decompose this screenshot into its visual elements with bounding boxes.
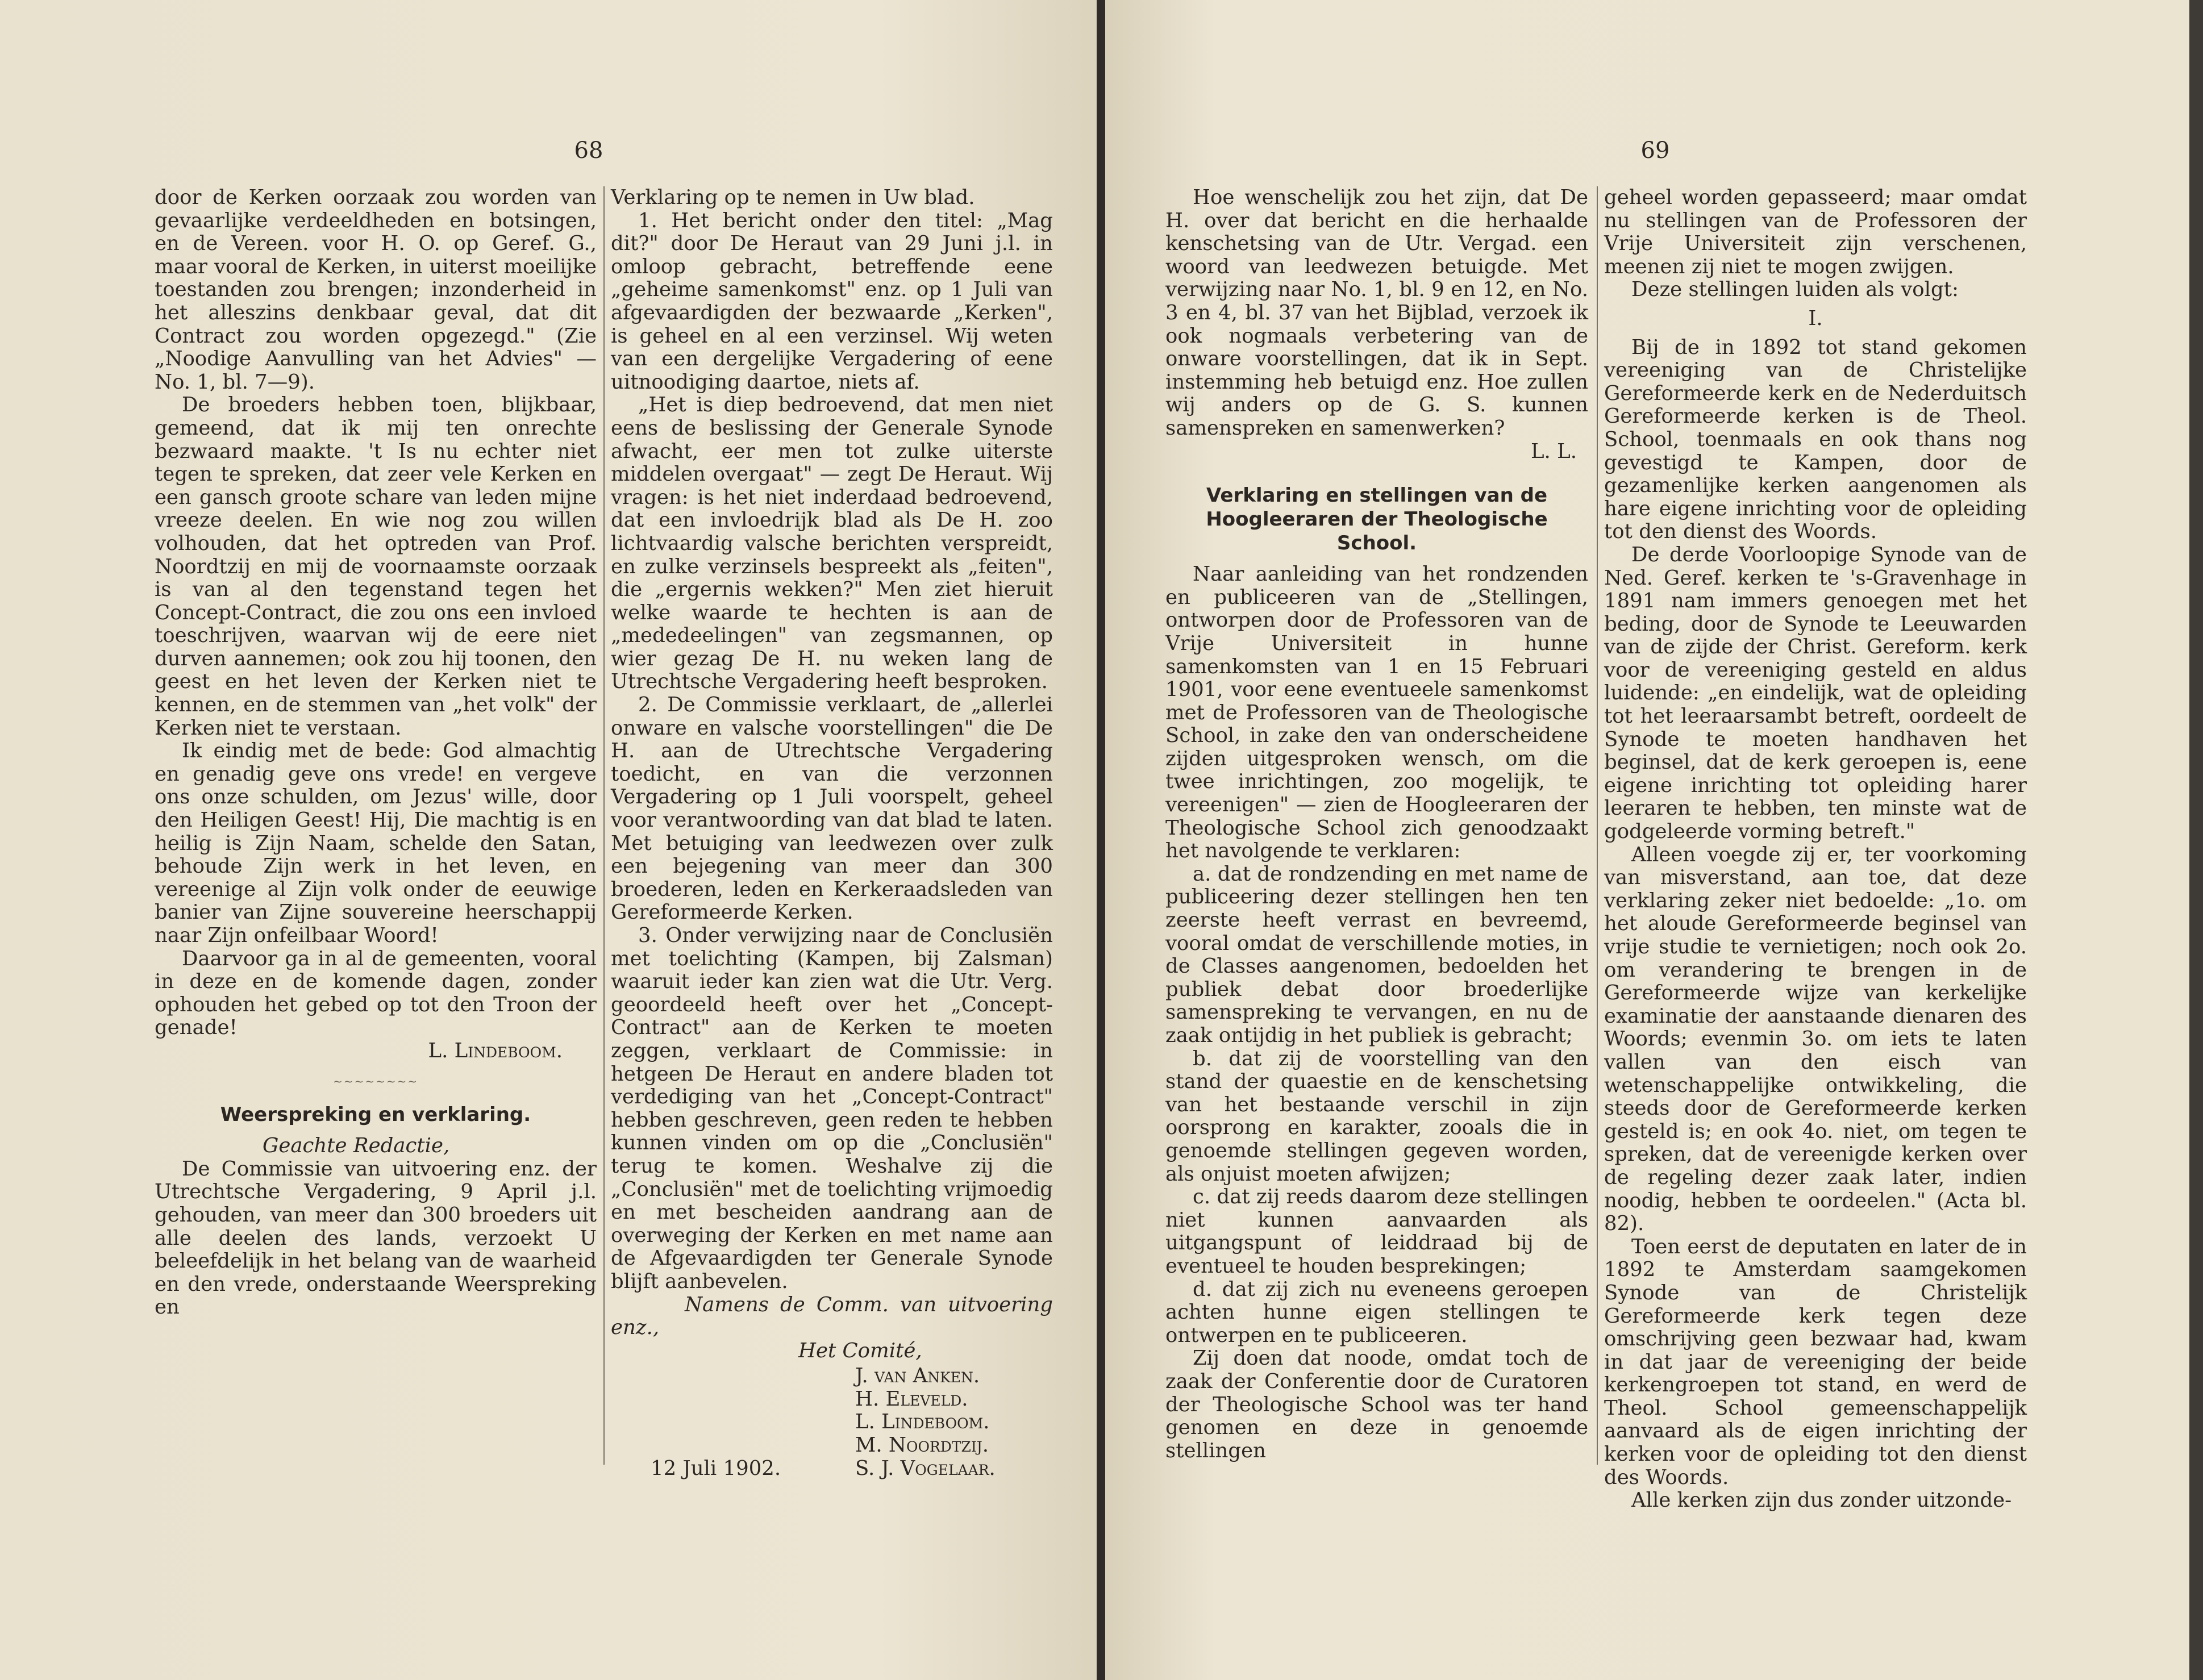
signer: M. Noordtzij. bbox=[855, 1433, 989, 1457]
section-heading: Hoogleeraren der Theologische School. bbox=[1206, 508, 1548, 555]
paragraph: Alle kerken zijn dus zonder uitzonde- bbox=[1631, 1489, 2012, 1512]
right-column-2 bbox=[1604, 186, 2027, 1512]
paragraph: 3. Onder verwijzing naar de Conclusiën met toelichting (Kampen, bij Zalsman) waaruit ieder kan zien wat die Utr. Verg. geoordeeld heeft over het „Concept-Contract" aan de Kerken te moeten zeggen, verklaart de Commissie: in hetgeen De Heraut en andere bladen tot verdediging van het „Concept-Contract" hebben geschreven, geen reden te hebben kunnen vinden om op die „Conclusiën" terug te komen. Weshalve zij die „Conclusiën" met de toelichting vrijmoedig en met bescheiden aandrang aan de overweging der Kerken en met name aan de Afgevaardigden ter Generale Synode blijft aanbevelen. bbox=[611, 924, 1053, 1293]
paragraph: Bij de in 1892 tot stand gekomen vereeniging van de Christelijke Gereformeerde kerk en de Nederduitsch Gereformeerde kerken is de Theol. School, toenmaals en ook thans nog gevestigd te Kampen, door de gezamenlijke kerken aangenomen als hare eigene inrichting voor de opleiding tot den dienst des Woords. bbox=[1604, 335, 2027, 544]
page-number: 68 bbox=[574, 137, 603, 164]
paragraph: Deze stellingen luiden als volgt: bbox=[1631, 278, 1959, 302]
signers-block bbox=[611, 1365, 1053, 1480]
date: 12 Juli 1902. bbox=[651, 1456, 781, 1480]
paragraph: c. dat zij reeds daarom deze stellingen niet kunnen aanvaarden als uitgangspunt of leiddraad bij de eventueel te houden besprekingen; bbox=[1165, 1185, 1588, 1278]
page-number: 69 bbox=[1640, 137, 1670, 164]
paragraph: 1. Het bericht onder den titel: „Mag dit?" door De Heraut van 29 Juni j.l. in omloop gebracht, betreffende eene „geheime samenkomst" enz. op 1 Juli van afgevaardigden der bezwaarde „Kerken", is geheel en al een verzinsel. Wij weten van een dergelijke Vergadering of eene uitnoodiging daartoe, niets af. bbox=[611, 209, 1053, 394]
signature: L. L. bbox=[1530, 439, 1577, 463]
column-rule bbox=[603, 186, 605, 1465]
paragraph: De derde Voorloopige Synode van de Ned. Geref. kerken te 's-Gravenhage in 1891 nam immers genoegen met het beding, door de Synode te Leeuwarden van de zijde der Christ. Gereform. kerk voor de vereeniging gesteld en aldus luidende: „en eindelijk, wat de opleiding tot het leeraarsambt betreft, oordeelt de Synode te moeten handhaven het beginsel, dat de kerk geroepen is, eene eigene inrichting tot opleiding harer leeraren te hebben, ten minste wat de godgeleerde vorming betreft." bbox=[1604, 543, 2027, 844]
paragraph: Naar aanleiding van het rondzenden en publiceeren van de „Stellingen, ontworpen door de Professoren van de Vrije Universiteit in hunne samenkomsten van 1 en 15 Februari 1901, voor eene eventueele samenkomst met de Professoren van de Theologische School, in zake den van onderscheidene zijden uitgesproken wensch, om die twee inrichtingen, zoo mogelijk, te vereenigen" — zien de Hoogleeraren der Theologische School zich genoodzaakt het navolgende te verklaren: bbox=[1165, 562, 1588, 863]
paragraph: Toen eerst de deputaten en later de in 1892 te Amsterdam saamgekomen Synode van de Christelijk Gereformeerde kerk tegen deze omschrijving geen bezwaar had, kwam in dat jaar de vereeniging der beide kerkengroepen tot stand, en werd de Theol. School gemeenschappelijk aanvaard als de eigen inrichting der kerken voor de opleiding tot den dienst des Woords. bbox=[1604, 1235, 2027, 1489]
paragraph: Ik eindig met de bede: God almachtig en genadig geve ons vrede! en vergeve ons onze schulden, om Jezus' wille, door den Heiligen Geest! Hij, Die machtig is en heilig is Zijn Naam, schelde den Satan, behoude Zijn werk in het leven, en vereenige al Zijn volk onder de eeuwige banier van Zijne souvereine heerschappij naar Zijn onfeilbaar Woord! bbox=[155, 739, 597, 947]
paragraph: b. dat zij de voorstelling van den stand der quaestie en de kenschetsing van het bestaande verschil in zijn oorsprong en karakter, zooals die in genoemde stellingen gegeven worden, als onjuist moeten afwijzen; bbox=[1165, 1047, 1588, 1186]
paragraph: Zij doen dat noode, omdat toch de zaak der Conferentie door de Curatoren der Theologische School was ter hand genomen en deze in genoemde stellingen bbox=[1165, 1346, 1588, 1462]
left-column-1 bbox=[155, 186, 597, 1319]
signature: L. Lindeboom. bbox=[428, 1039, 563, 1062]
paragraph: Verklaring op te nemen in Uw blad. bbox=[611, 186, 975, 209]
signer: S. J. Vogelaar. bbox=[855, 1456, 996, 1480]
paragraph: geheel worden gepasseerd; maar omdat nu stellingen van de Professoren der Vrije Universiteit zijn verschenen, meenen zij niet te mogen zwijgen. bbox=[1604, 186, 2027, 278]
paragraph: a. dat de rondzending en met name de publiceering dezer stellingen hen ten zeerste heeft verrast en bevreemd, vooral omdat de verschillende moties, in de Classes aangenomen, bedoelden het publiek debat door broederlijke samenspreking te vervangen, en nu de zaak ontijdig in het publiek is gebracht; bbox=[1165, 862, 1588, 1047]
paragraph: 2. De Commissie verklaart, de „allerlei onware en valsche voorstellingen" die De H. aan de Utrechtsche Vergadering toedicht, en van die verzonnen Vergadering op 1 Juli voorspelt, geheel voor verantwoording van dat blad te laten. Met betuiging van leedwezen over zulk een bejegening van meer dan 300 broederen, leden en Kerkeraadsleden van Gereformeerde Kerken. bbox=[611, 693, 1053, 924]
paragraph: De Commissie van uitvoering enz. der Utrechtsche Vergadering, 9 April j.l. gehouden, van meer dan 300 broeders uit alle deelen des lands, verzoekt U beleefdelijk in het belang van de waarheid en den vrede, onderstaande Weerspreking en bbox=[155, 1157, 597, 1319]
column-rule bbox=[1597, 186, 1598, 1465]
closing-line: Het Comité, bbox=[798, 1339, 922, 1362]
paragraph: Daarvoor ga in al de gemeenten, vooral in deze en de komende dagen, zonder ophouden het gebed op tot den Troon der genade! bbox=[155, 947, 597, 1040]
closing-line: Namens de Comm. van uitvoering enz., bbox=[611, 1293, 1053, 1340]
ornament-divider: ~~~~~~~~ bbox=[332, 1074, 419, 1088]
paragraph: d. dat zij zich nu eveneens geroepen achten hunne eigen stellingen te ontwerpen en te publiceeren. bbox=[1165, 1277, 1588, 1347]
paragraph: De broeders hebben toen, blijkbaar, gemeend, dat ik mij ten onrechte bezwaard maakte. 't Is nu echter niet tegen te spreken, dat zeer vele Kerken en een gansch groote schare van leden mijne vreeze deelen. En wie nog zou willen volhouden, dat het optreden van Prof. Noordtzij en mij de voornaamste oorzaak is van al den tegenstand tegen het Concept-Contract, die zou ons een invloed toeschrijven, waarvan wij de eere niet durven aannemen; ook zou hij toonen, den geest en het leven der Kerken niet te kennen, en de stemmen van „het volk" der Kerken niet te verstaan. bbox=[155, 393, 597, 740]
right-column-1 bbox=[1165, 186, 1588, 1462]
page-edge bbox=[2189, 0, 2203, 1680]
signer: L. Lindeboom. bbox=[855, 1410, 990, 1434]
salutation: Geachte Redactie, bbox=[263, 1134, 450, 1158]
left-column-2 bbox=[611, 186, 1053, 1480]
paragraph: „Het is diep bedroevend, dat men niet eens de beslissing der Generale Synode afwacht, eer men tot zulke uiterste middelen overgaat" — zegt De Heraut. Wij vragen: is het niet inderdaad bedroevend, dat een invloedrijk blad als De H. zoo lichtvaardig valsche berichten verspreidt, en zulke verzinsels bespreekt als „feiten", die „ergernis wekken?" Men ziet hieruit welke waarde te hechten is aan de „mededeelingen" van zegsmannen, op wier gezag De H. nu weken lang de Utrechtsche Vergadering heeft besproken. bbox=[611, 393, 1053, 694]
left-page bbox=[0, 0, 1100, 1680]
signer: H. Eleveld. bbox=[855, 1387, 968, 1411]
paragraph: Hoe wenschelijk zou het zijn, dat De H. over dat bericht en die herhaalde kenschetsing van de Utr. Vergad. een woord van leedwezen betuigde. Met verwijzing naar No. 1, bl. 9 en 12, en No. 3 en 4, bl. 37 van het Bijblad, verzoek ik ook nogmaals verbetering van de onware voorstellingen, dat ik in Sept. instemming heb betuigd enz. Hoe zullen wij anders op de G. S. kunnen samenspreken en samenwerken? bbox=[1165, 186, 1588, 440]
right-page bbox=[1105, 0, 2203, 1680]
roman-numeral: I. bbox=[1808, 306, 1823, 330]
section-heading: Verklaring en stellingen van de bbox=[1206, 484, 1548, 507]
paragraph: Alleen voegde zij er, ter voorkoming van misverstand, aan toe, dat deze verklaring zeker niet bedoelde: „1o. om het aloude Gereformeerde beginsel van vrije studie te vernietigen; noch ook 2o. om verandering te brengen in de Gereformeerde wijze van kerkelijke examinatie der aanstaande dienaren des Woords; evenmin 3o. om iets te laten vallen van den eisch van wetenschappelijke ontwikkeling, die steeds door de Gereformeerde kerken gesteld is; en ook 4o. niet, om tegen te spreken, dat de vereenigde kerken over de regeling dezer zaak later, indien noodig, hebben te oordeelen." (Acta bl. 82). bbox=[1604, 843, 2027, 1236]
signer: J. van Anken. bbox=[855, 1364, 980, 1388]
paragraph: door de Kerken oorzaak zou worden van gevaarlijke verdeeldheden en botsingen, en de Vereen. voor H. O. op Geref. G., maar vooral de Kerken, in uiterst moeilijke toestanden zou brengen; inzonderheid in het alleszins denkbaar geval, dat dit Contract zou worden opgezegd." (Zie „Noodige Aanvulling van het Advies" — No. 1, bl. 7—9). bbox=[155, 186, 597, 394]
section-heading: Weerspreking en verklaring. bbox=[220, 1103, 531, 1127]
